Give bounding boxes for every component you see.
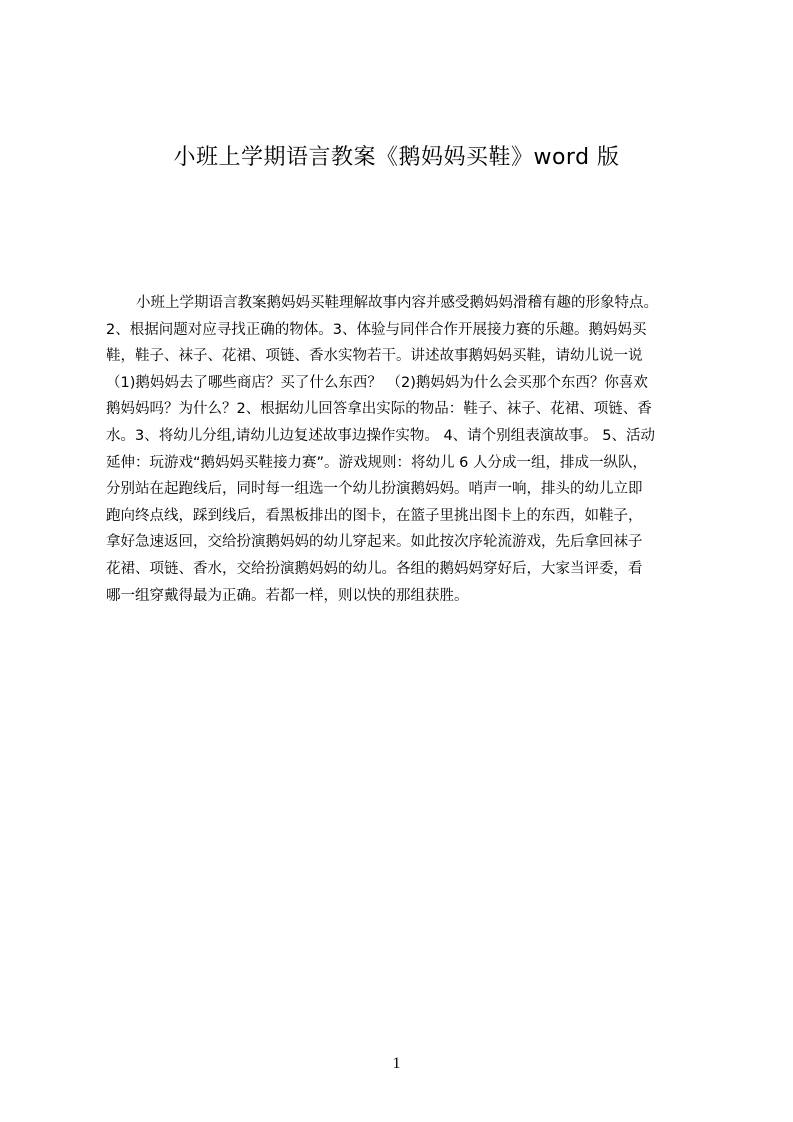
body-line: 水。3、将幼儿分组,请幼儿边复述故事边操作实物。 4、请个别组表演故事。 5、活动 <box>106 427 656 444</box>
body-line: 鞋，鞋子、袜子、花裙、项链、香水实物若干。讲述故事鹅妈妈买鞋，请幼儿说一说 <box>106 348 643 365</box>
body-line: 2、根据问题对应寻找正确的物体。3、体验与同伴合作开展接力赛的乐趣。鹅妈妈买 <box>106 321 647 338</box>
body-line: 拿好急速返回，交给扮演鹅妈妈的幼儿穿起来。如此按次序轮流游戏，先后拿回袜子 <box>106 534 643 551</box>
document-body <box>106 290 700 610</box>
body-line: 延伸：玩游戏“鹅妈妈买鞋接力赛”。游戏规则：将幼儿 6 人分成一组，排成一纵队， <box>106 454 647 471</box>
body-line: 跑向终点线，踩到线后，看黑板排出的图卡，在篮子里挑出图卡上的东西，如鞋子， <box>106 507 643 524</box>
body-line: 哪一组穿戴得最为正确。若都一样，则以快的那组获胜。 <box>106 587 469 604</box>
body-line: 花裙、项链、香水，交给扮演鹅妈妈的幼儿。各组的鹅妈妈穿好后，大家当评委，看 <box>106 560 643 577</box>
body-line: （1)鹅妈妈去了哪些商店？买了什么东西？ （2)鹅妈妈为什么会买那个东西？你喜欢 <box>106 374 648 391</box>
document-title: 小班上学期语言教案《鹅妈妈买鞋》word 版 <box>173 145 620 170</box>
page-number: 1 <box>392 1055 401 1072</box>
body-line: 分别站在起跑线后，同时每一组选一个幼儿扮演鹅妈妈。哨声一响，排头的幼儿立即 <box>106 481 643 498</box>
body-line: 鹅妈妈吗？为什么？2、根据幼儿回答拿出实际的物品：鞋子、袜子、花裙、项链、香 <box>106 401 652 418</box>
body-line: 小班上学期语言教案鹅妈妈买鞋理解故事内容并感受鹅妈妈滑稽有趣的形象特点。 <box>136 295 658 311</box>
